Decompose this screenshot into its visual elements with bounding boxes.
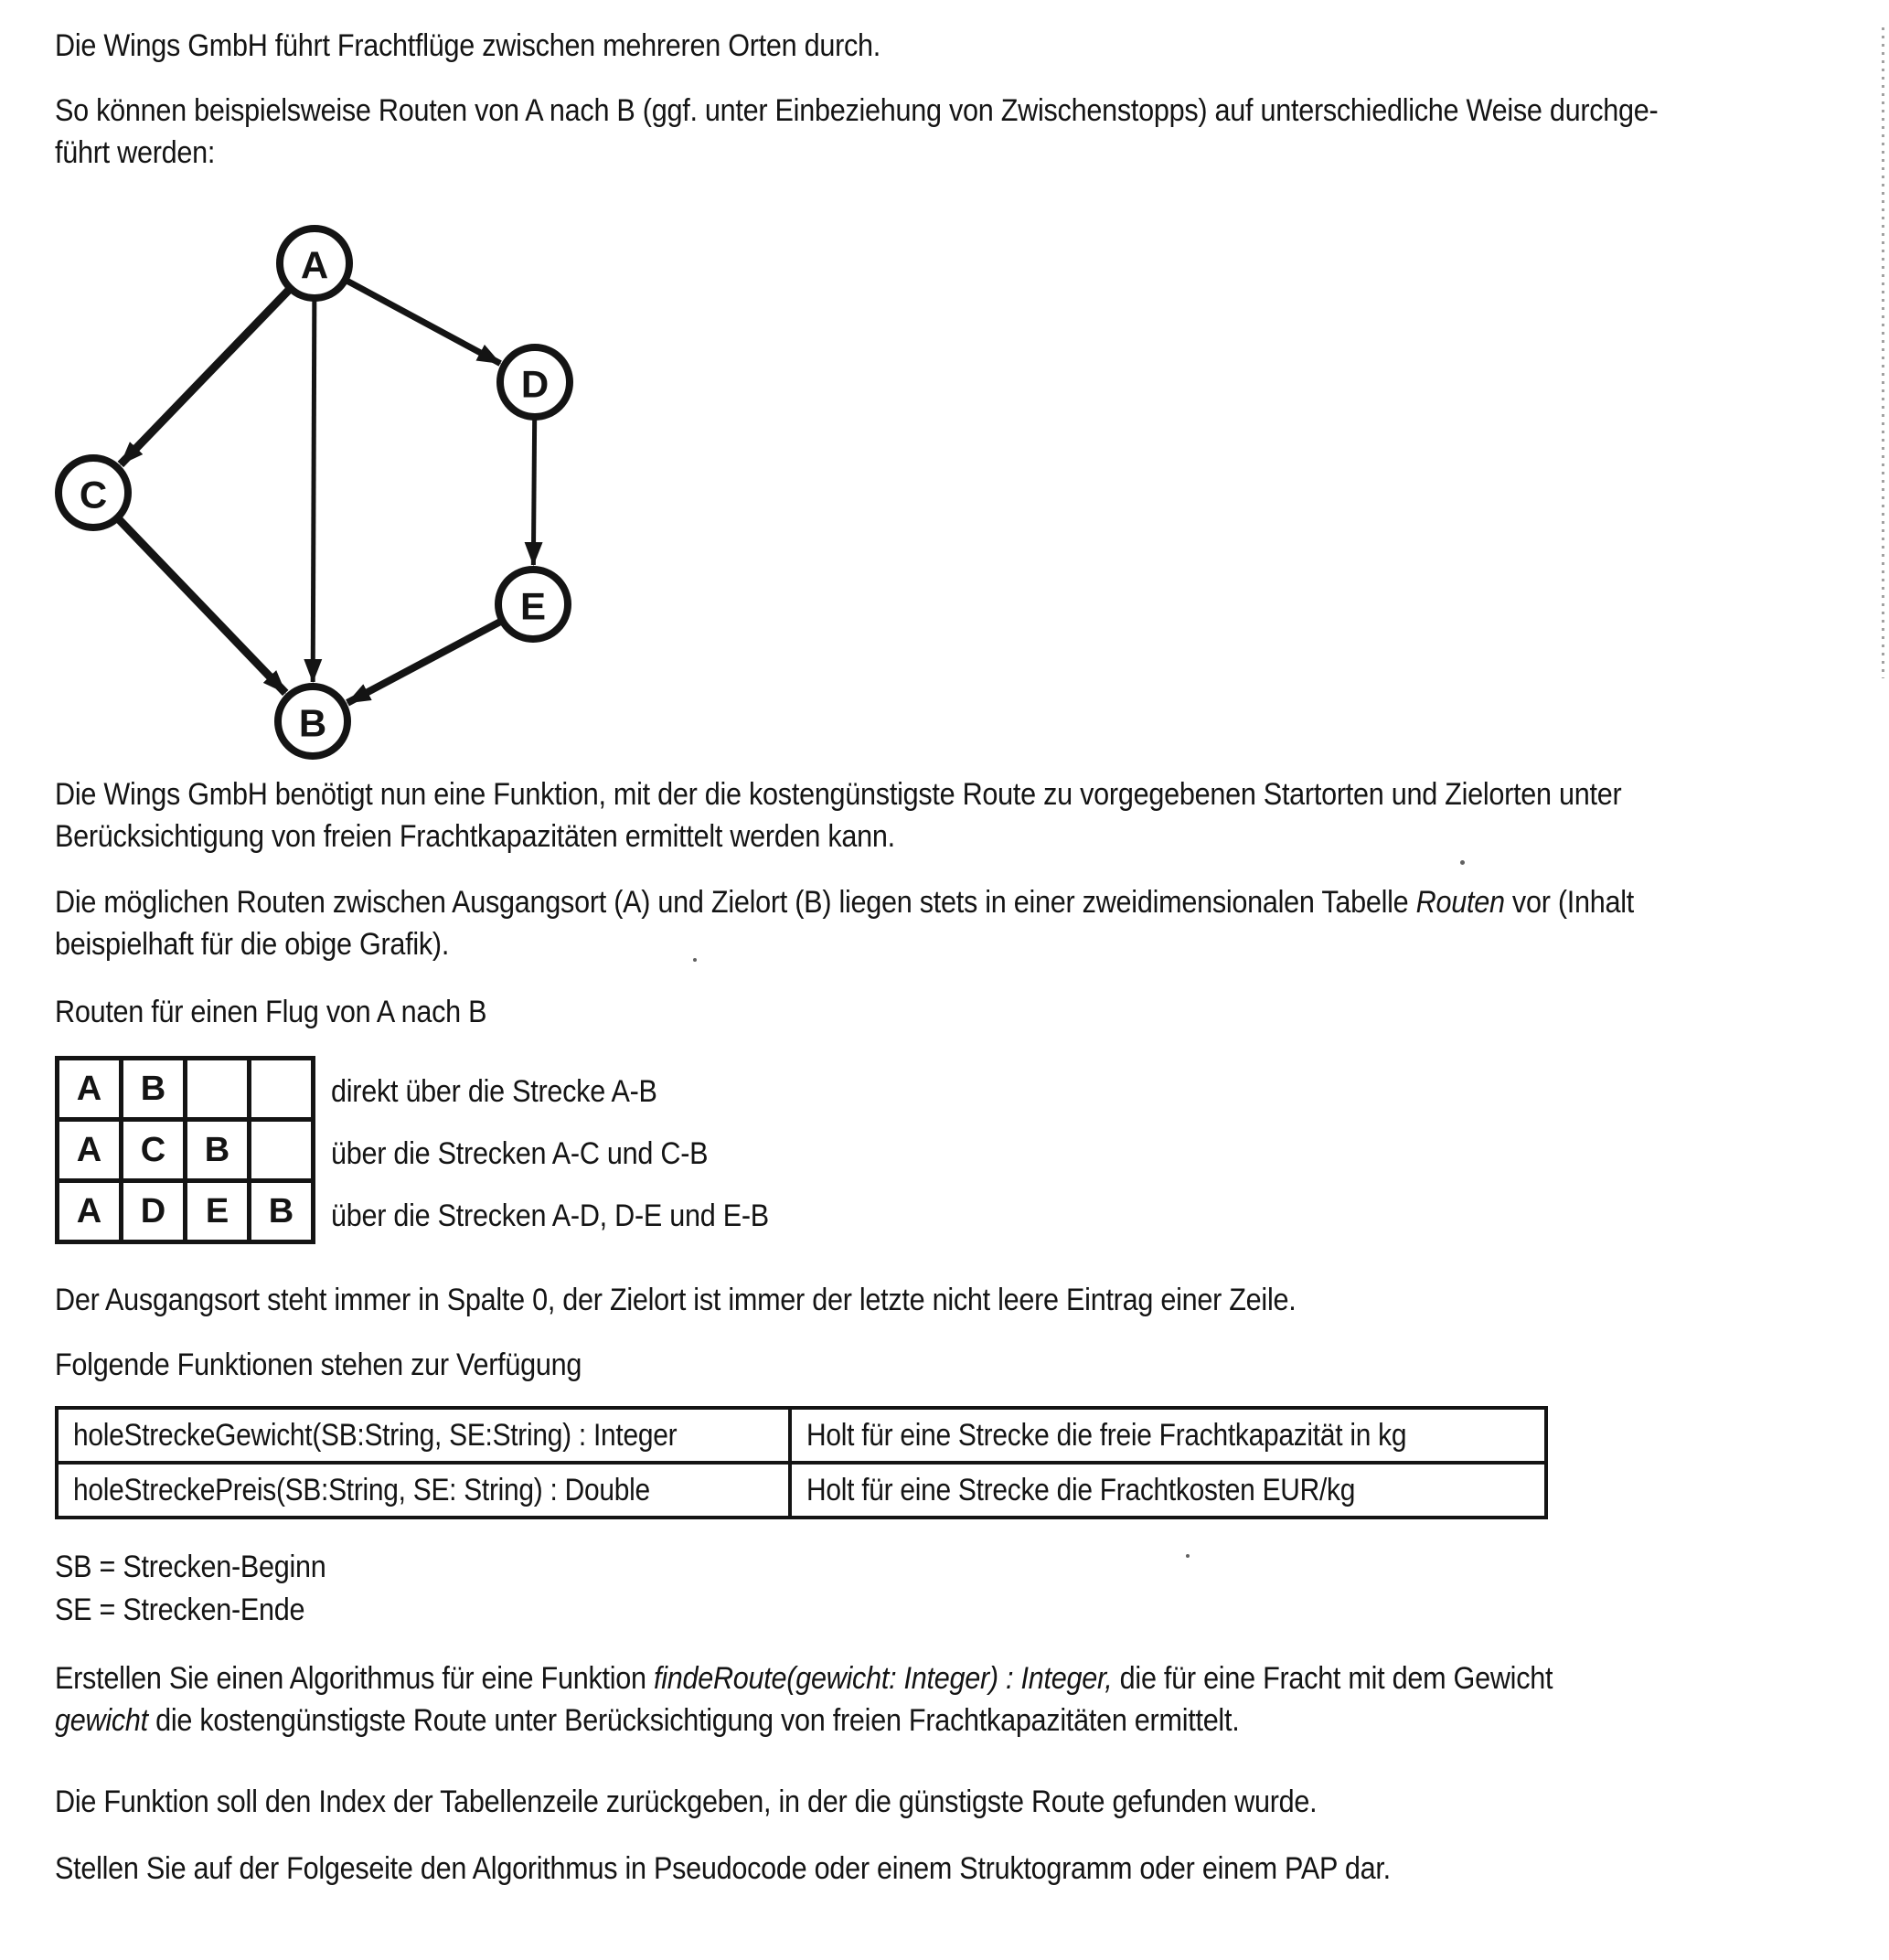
- text-line: beispielhaft für die obige Grafik).: [55, 927, 450, 962]
- edge-A-C: [121, 289, 290, 464]
- routes-table: [55, 1056, 315, 1244]
- table-row: [58, 1181, 314, 1242]
- text-segment: Die möglichen Routen zwischen Ausgangsort (A) und Zielort (B) liegen stets in einer zweidimensionalen Tabelle: [55, 885, 1416, 920]
- table-row: [58, 1120, 314, 1181]
- legend-sb: [55, 1546, 326, 1588]
- text-line: Routen für einen Flug von A nach B: [55, 995, 487, 1029]
- routes-table-heading: [55, 991, 486, 1033]
- paragraph-intro: [55, 25, 880, 67]
- graph-edges: [118, 281, 535, 703]
- table-cell: B: [122, 1059, 186, 1120]
- functions-table: [55, 1406, 1548, 1519]
- text-line: [55, 1657, 1553, 1699]
- function-description: Holt für eine Strecke die Frachtkosten EUR/kg: [806, 1472, 1356, 1507]
- scan-speck: [1460, 860, 1465, 865]
- paragraph-functions-intro: [55, 1344, 582, 1386]
- function-description-cell: [790, 1408, 1546, 1463]
- table-cell: [250, 1059, 314, 1120]
- text-line: Die Wings GmbH benötigt nun eine Funktion, mit der die kostengünstigste Route zu vorgegebenen Startorten und Zielorten unter: [55, 777, 1622, 812]
- route-graph: [37, 218, 603, 775]
- text-line: Die Funktion soll den Index der Tabellenzeile zurückgeben, in der die günstigste Route gefunden wurde.: [55, 1784, 1318, 1819]
- table-row: [57, 1408, 1546, 1463]
- route-annotation: über die Strecken A-D, D-E und E-B: [331, 1198, 769, 1233]
- function-signature-cell: [57, 1463, 790, 1518]
- function-description: Holt für eine Strecke die freie Frachtkapazität in kg: [806, 1417, 1407, 1453]
- paragraph-representation: [55, 1848, 1391, 1890]
- table-cell: A: [58, 1120, 122, 1181]
- route-annotation: direkt über die Strecke A-B: [331, 1074, 657, 1109]
- route-annotation: über die Strecken A-C und C-B: [331, 1136, 709, 1171]
- text-segment: die für eine Fracht mit dem Gewicht: [1112, 1661, 1553, 1696]
- edge-E-B: [347, 621, 502, 703]
- text-line: So können beispielsweise Routen von A nach B (ggf. unter Einbeziehung von Zwischenstopps) auf unterschiedliche Weise durchge-: [55, 93, 1659, 128]
- text-line: [55, 881, 1634, 923]
- function-description-cell: [790, 1463, 1546, 1518]
- node-label-C: C: [79, 473, 108, 517]
- text-segment: die kostengünstigste Route unter Berücksichtigung von freien Frachtkapazitäten ermittelt.: [147, 1703, 1240, 1738]
- edge-C-B: [118, 518, 285, 693]
- node-label-A: A: [300, 243, 329, 287]
- text-line: führt werden:: [55, 135, 216, 170]
- table-row: [57, 1463, 1546, 1518]
- paragraph-task: [55, 1657, 1553, 1742]
- table-cell: E: [186, 1181, 250, 1242]
- scan-edge-artifact: [1882, 27, 1884, 678]
- text-line: Die Wings GmbH führt Frachtflüge zwischen mehreren Orten durch.: [55, 28, 881, 63]
- table-cell: A: [58, 1059, 122, 1120]
- node-label-E: E: [519, 584, 547, 628]
- scan-speck: [693, 958, 697, 962]
- italic-term: Routen: [1415, 885, 1505, 920]
- italic-term: gewicht: [55, 1703, 148, 1738]
- legend-se: [55, 1589, 304, 1631]
- text-line: [55, 1699, 1553, 1742]
- paragraph-return-value: [55, 1781, 1317, 1823]
- text-line: Berücksichtigung von freien Frachtkapazitäten ermittelt werden kann.: [55, 819, 895, 854]
- table-cell: [250, 1120, 314, 1181]
- function-signature: holeStreckeGewicht(SB:String, SE:String) : Integer: [73, 1417, 678, 1453]
- table-cell: B: [186, 1120, 250, 1181]
- text-segment: vor (Inhalt: [1504, 885, 1635, 920]
- text-line: Stellen Sie auf der Folgeseite den Algorithmus in Pseudocode oder einem Struktogramm oder einem PAP dar.: [55, 1851, 1391, 1886]
- text-line: SB = Strecken-Beginn: [55, 1550, 326, 1584]
- function-signature-cell: [57, 1408, 790, 1463]
- table-cell: A: [58, 1181, 122, 1242]
- text-line: SE = Strecken-Ende: [55, 1592, 305, 1627]
- text-segment: Erstellen Sie einen Algorithmus für eine Funktion: [55, 1661, 654, 1696]
- table-cell: B: [250, 1181, 314, 1242]
- table-cell: D: [122, 1181, 186, 1242]
- table-cell: [186, 1059, 250, 1120]
- paragraph-table-intro: [55, 881, 1634, 965]
- table-cell: C: [122, 1120, 186, 1181]
- function-signature: holeStreckePreis(SB:String, SE: String) : Double: [73, 1472, 650, 1507]
- text-line: Folgende Funktionen stehen zur Verfügung: [55, 1348, 582, 1382]
- italic-term: findeRoute(gewicht: Integer) : Integer,: [653, 1661, 1113, 1696]
- scan-speck: [1186, 1554, 1190, 1558]
- table-row: [58, 1059, 314, 1120]
- node-label-D: D: [520, 362, 550, 406]
- text-line: Der Ausgangsort steht immer in Spalte 0, der Zielort ist immer der letzte nicht leere Eintrag einer Zeile.: [55, 1283, 1297, 1317]
- route-graph-figure: [37, 218, 603, 775]
- edge-D-E: [533, 418, 534, 565]
- node-label-B: B: [298, 701, 327, 745]
- paragraph-function-need: [55, 773, 1621, 858]
- edge-A-B: [313, 299, 315, 682]
- paragraph-column-rule: [55, 1279, 1296, 1321]
- paragraph-routes-example: [55, 90, 1658, 174]
- edge-A-D: [346, 281, 500, 364]
